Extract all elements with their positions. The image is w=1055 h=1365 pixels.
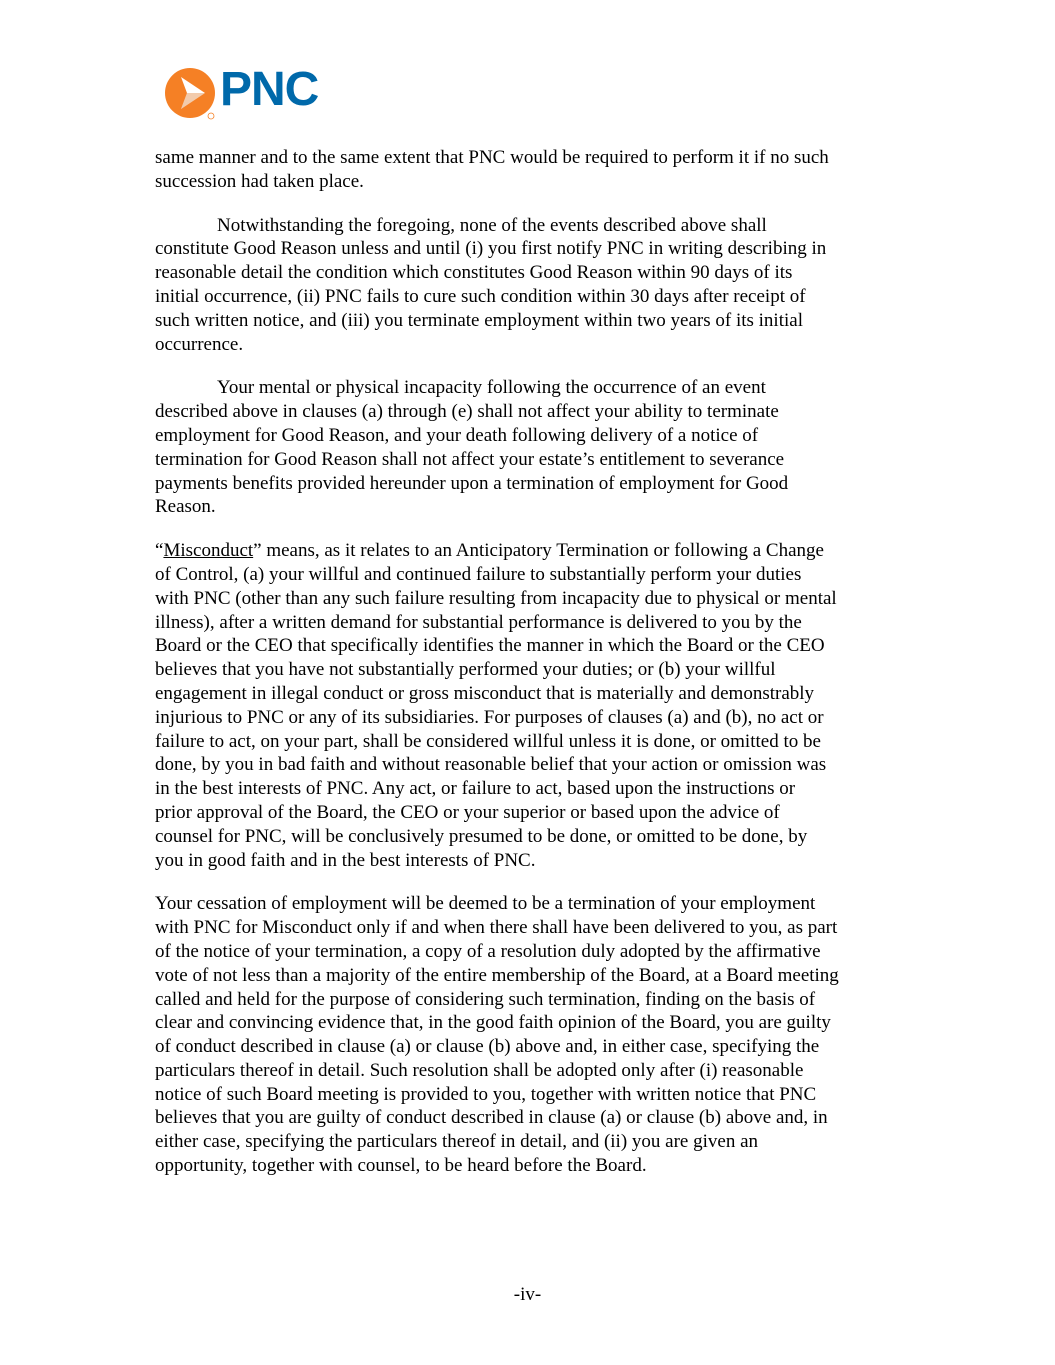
paragraph-incapacity: Your mental or physical incapacity following the occurrence of an event described above in clauses (a) through (e) shall not affect your ability to terminate employment for Good Reason, and your death following delivery of a notice of termination for Good Reason shall not affect your estate’s entitlement to severance payments benefits provided hereunder upon a termination of employment for Good Reason. xyxy=(155,377,789,518)
paragraph-continuation: same manner and to the same extent that PNC would be required to perform it if no such succession had taken place. xyxy=(155,147,829,192)
paragraph-misconduct-definition xyxy=(155,539,903,872)
open-quote: “ xyxy=(155,540,164,562)
paragraph-good-reason-notice: Notwithstanding the foregoing, none of the events described above shall constitute Good Reason unless and until (i) you first notify PNC in writing describing in reasonable detail the condition which constitutes Good Reason within 90 days of its initial occurrence, (ii) PNC fails to cure such condition within 30 days after receipt of such written notice, and (iii) you terminate employment within two years of its initial occurrence. xyxy=(155,214,827,355)
defined-term-misconduct: Misconduct xyxy=(163,540,254,562)
pnc-arrow-mark-icon xyxy=(165,68,217,120)
pnc-logo xyxy=(165,63,340,120)
misconduct-definition-text: ” means, as it relates to an Anticipatory Termination or following a Change of Control, (a) your willful and continued failure to substantially perform your duties with PNC (other than any such failure resulting from incapacity due to physical or mental illness), after a written demand for substantial performance is delivered to you by the Board or the CEO that specifically identifies the manner in which the Board or the CEO believes that you have not substantially performed your duties; or (b) your willful engagement in illegal conduct or gross misconduct that is materially and demonstrably injurious to PNC or any of its subsidiaries. For purposes of clauses (a) and (b), no act or failure to act, on your part, shall be considered willful unless it is done, or omitted to be done, by you in bad faith and without reasonable belief that your action or omission was in the best interests of PNC. Any act, or failure to act, based upon the instructions or prior approval of the Board, the CEO or your superior or based upon the advice of counsel for PNC, will be conclusively presumed to be done, or omitted to be done, by you in good faith and in the best interests of PNC. xyxy=(155,540,837,871)
document-body xyxy=(155,146,903,1198)
page-number: -iv- xyxy=(513,1284,542,1305)
logo-wordmark: PNC xyxy=(220,63,319,116)
paragraph-cessation-of-employment: Your cessation of employment will be deemed to be a termination of your employment with PNC for Misconduct only if and when there shall have been delivered to you, as part of the notice of your termination, a copy of a resolution duly adopted by the affirmative vote of not less than a majority of the entire membership of the Board, at a Board meeting called and held for the purpose of considering such termination, finding on the basis of clear and convincing evidence that, in the good faith opinion of the Board, you are guilty of conduct described in clause (a) or clause (b) above and, in either case, specifying the particulars thereof in detail. Such resolution shall be adopted only after (i) reasonable notice of such Board meeting is provided to you, together with written notice that PNC believes that you are guilty of conduct described in clause (a) or clause (b) above and, in either case, specifying the particulars thereof in detail, and (ii) you are given an opportunity, together with counsel, to be heard before the Board. xyxy=(155,893,839,1177)
